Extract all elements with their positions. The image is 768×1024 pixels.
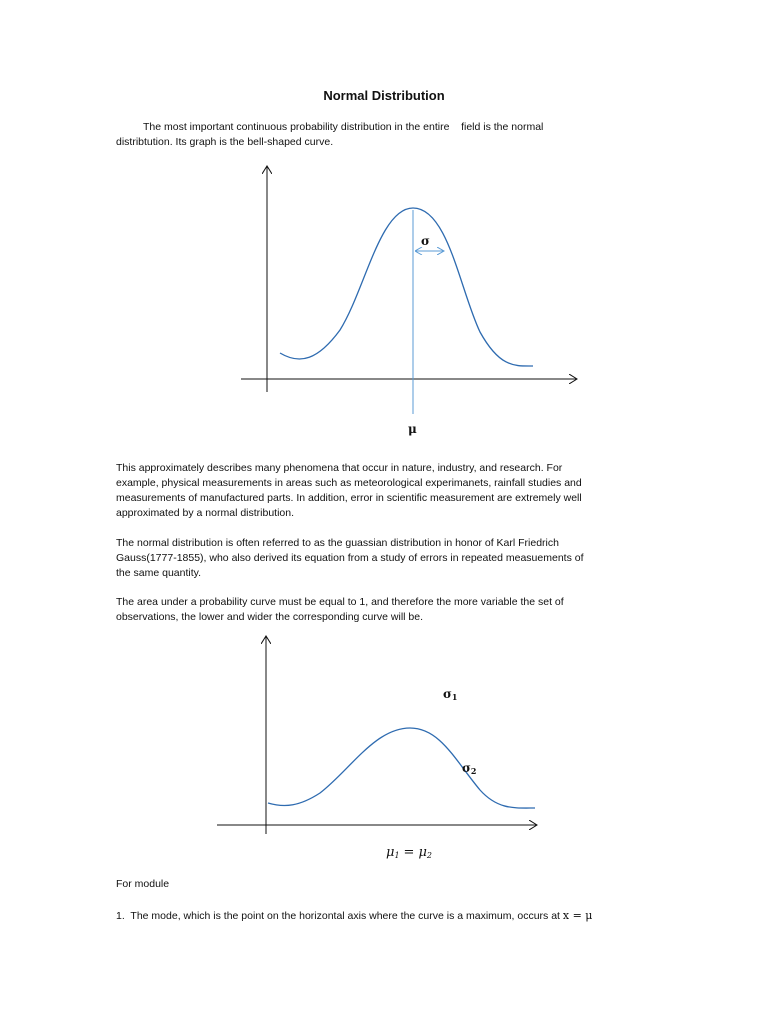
- paragraph-line: example, physical measurements in areas such as meteorological experimanets, rainfall studies and: [116, 477, 582, 489]
- sigma1-label: σ1: [443, 687, 458, 702]
- paragraph-phenomena: [116, 461, 656, 521]
- paragraph-gauss: [116, 536, 656, 581]
- intro-line: The most important continuous probability distribution in the entire field is the normal: [143, 121, 544, 133]
- bell-curve: [280, 208, 533, 366]
- intro-line: distribtution. Its graph is the bell-shaped curve.: [116, 136, 334, 148]
- mu-equality-label: μ1 = μ2: [386, 845, 432, 860]
- comparison-curve-figure: [0, 630, 768, 870]
- module-heading-text: For module: [116, 878, 170, 890]
- paragraph-line: measurements of manufactured parts. In addition, error in scientific measurement are extremely well: [116, 492, 582, 504]
- paragraph-line: Gauss(1777-1855), who also derived its equation from a study of errors in repeated measuements of: [116, 552, 584, 564]
- paragraph-line: The area under a probability curve must be equal to 1, and therefore the more variable the set of: [116, 596, 564, 608]
- sigma-label: σ: [421, 234, 430, 248]
- wide-bell-curve: [268, 728, 535, 808]
- bell-curve-figure: [0, 160, 768, 440]
- paragraph-line: The normal distribution is often referred to as the guassian distribution in honor of Karl Friedrich: [116, 537, 559, 549]
- sigma2-label: σ2: [462, 761, 477, 776]
- list-number: 1.: [116, 910, 125, 922]
- paragraph-line: the same quantity.: [116, 567, 202, 579]
- list-text: The mode, which is the point on the horizontal axis where the curve is a maximum, occurs at: [130, 910, 560, 922]
- paragraph-line: This approximately describes many phenomena that occur in nature, industry, and research. For: [116, 462, 563, 474]
- paragraph-line: approximated by a normal distribution.: [116, 507, 295, 519]
- list-math: x = μ: [562, 909, 593, 922]
- paragraph-line: observations, the lower and wider the corresponding curve will be.: [116, 611, 423, 623]
- module-heading: [116, 877, 656, 892]
- mu-label: μ: [408, 422, 417, 436]
- page-title: Normal Distribution: [323, 88, 445, 103]
- list-item: [116, 908, 676, 924]
- paragraph-area: [116, 595, 656, 625]
- intro-paragraph: [116, 120, 656, 150]
